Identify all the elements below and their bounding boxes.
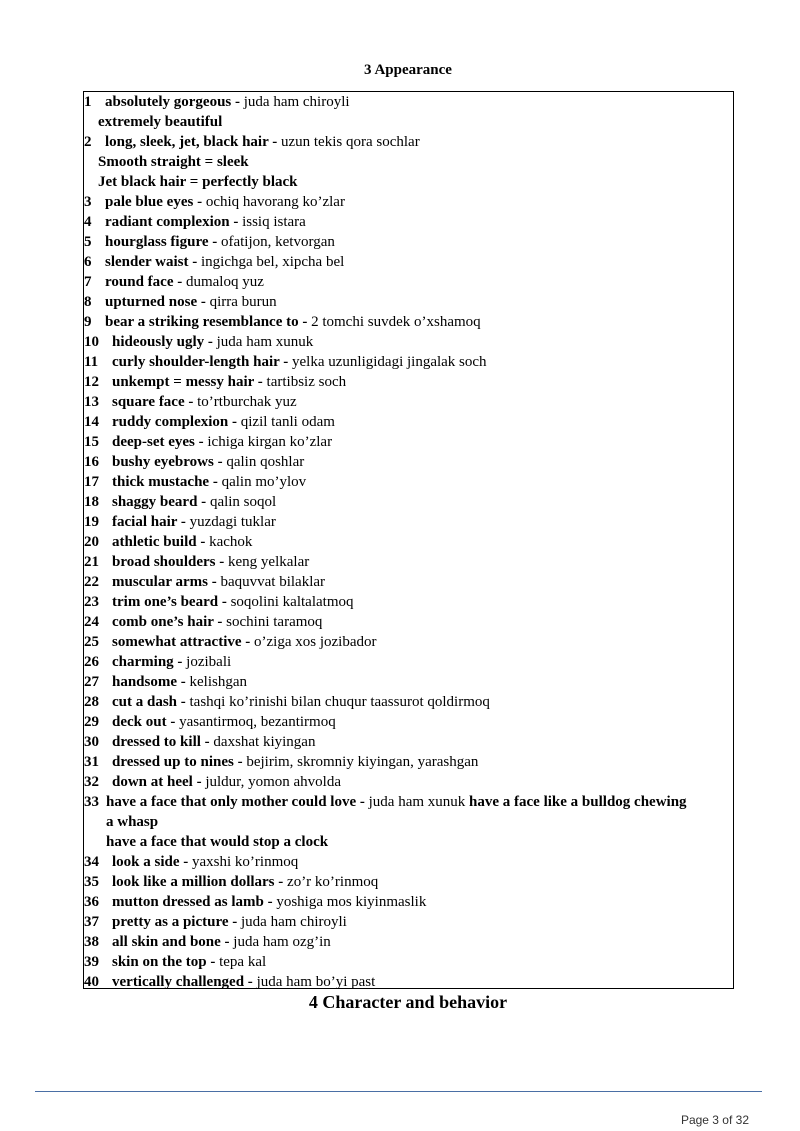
vocab-line <box>84 212 306 232</box>
uzbek-translation: juda ham chiroyli <box>240 94 350 110</box>
english-term: a whasp <box>106 814 159 830</box>
vocab-line <box>84 732 315 752</box>
english-term: skin on the top - <box>112 954 216 970</box>
english-term: comb one’s hair - <box>112 614 223 630</box>
uzbek-translation: yoshiga mos kiyinmaslik <box>272 894 427 910</box>
english-term: unkempt = messy hair - <box>112 374 263 390</box>
item-number: 6 <box>84 254 92 270</box>
english-term: pale blue eyes - <box>105 194 203 210</box>
vocab-line <box>84 672 247 692</box>
uzbek-translation: qizil tanli odam <box>237 414 335 430</box>
item-number: 24 <box>84 614 99 630</box>
vocab-line <box>84 632 377 652</box>
vocabulary-box <box>83 91 734 989</box>
uzbek-translation: qalin mo’ylov <box>217 474 307 490</box>
uzbek-translation: o’ziga xos jozibador <box>250 634 377 650</box>
vocab-line <box>84 292 277 312</box>
english-term: dressed to kill - <box>112 734 210 750</box>
vocab-line <box>98 152 249 172</box>
english-term: athletic build - <box>112 534 206 550</box>
uzbek-translation: juda ham xunuk <box>212 334 314 350</box>
english-term: slender waist - <box>105 254 198 270</box>
english-term: bear a striking resemblance to - <box>105 314 308 330</box>
next-section-title: 4 Character and behavior <box>308 992 508 1012</box>
uzbek-translation: kachok <box>205 534 253 550</box>
vocab-line <box>84 332 313 352</box>
uzbek-translation: juda ham ozg’in <box>229 934 331 950</box>
english-term: deep-set eyes - <box>112 434 204 450</box>
vocab-line <box>84 412 335 432</box>
uzbek-translation: yasantirmoq, bezantirmoq <box>175 714 336 730</box>
vocab-line <box>84 512 276 532</box>
item-number: 39 <box>84 954 99 970</box>
english-term: shaggy beard - <box>112 494 207 510</box>
vocab-line <box>84 192 345 212</box>
uzbek-translation: yuzdagi tuklar <box>185 514 276 530</box>
uzbek-translation: juda ham xunuk <box>364 794 470 810</box>
vocab-line <box>84 692 490 712</box>
item-number: 2 <box>84 134 92 150</box>
uzbek-translation: jozibali <box>182 654 232 670</box>
uzbek-translation: issiq istara <box>238 214 306 230</box>
item-number: 4 <box>84 214 92 230</box>
uzbek-translation: juda ham chiroyli <box>237 914 347 930</box>
english-term: round face - <box>105 274 183 290</box>
item-number: 33 <box>84 794 99 810</box>
uzbek-translation: zo’r ko’rinmoq <box>283 874 379 890</box>
vocab-line <box>84 132 420 152</box>
vocab-line <box>84 432 332 452</box>
vocab-line <box>84 912 347 932</box>
english-term: all skin and bone - <box>112 934 230 950</box>
english-term: deck out - <box>112 714 176 730</box>
uzbek-translation: juldur, yomon ahvolda <box>201 774 341 790</box>
uzbek-translation: baquvvat bilaklar <box>216 574 326 590</box>
english-term: have a face that would stop a clock <box>106 834 329 850</box>
item-number: 3 <box>84 194 92 210</box>
vocab-line <box>84 852 298 872</box>
item-number: 23 <box>84 594 99 610</box>
vocab-line <box>84 552 309 572</box>
english-term: radiant complexion - <box>105 214 239 230</box>
english-term: dressed up to nines - <box>112 754 243 770</box>
english-term: pretty as a picture - <box>112 914 238 930</box>
english-term: Jet black hair = perfectly black <box>98 174 298 190</box>
vocab-line <box>84 772 341 792</box>
vocab-line <box>84 792 687 812</box>
uzbek-translation: to’rtburchak yuz <box>193 394 297 410</box>
uzbek-translation: qirra burun <box>205 294 277 310</box>
english-term: facial hair - <box>112 514 186 530</box>
english-term: cut a dash - <box>112 694 186 710</box>
uzbek-translation: tepa kal <box>215 954 267 970</box>
item-number: 14 <box>84 414 99 430</box>
english-term: down at heel - <box>112 774 202 790</box>
item-number: 35 <box>84 874 99 890</box>
item-number: 20 <box>84 534 99 550</box>
item-number: 21 <box>84 554 99 570</box>
vocab-line <box>84 612 322 632</box>
english-term: upturned nose - <box>105 294 206 310</box>
vocab-line <box>84 392 297 412</box>
vocab-line <box>84 312 481 332</box>
uzbek-translation: ingichga bel, xipcha bel <box>197 254 345 270</box>
vocab-line <box>84 972 375 992</box>
vocab-line <box>84 952 266 972</box>
uzbek-translation: qalin soqol <box>206 494 277 510</box>
page-title: 3 Appearance <box>364 62 452 78</box>
item-number: 36 <box>84 894 99 910</box>
english-term: absolutely gorgeous - <box>105 94 240 110</box>
english-term: long, sleek, jet, black hair - <box>105 134 278 150</box>
english-term: bushy eyebrows - <box>112 454 223 470</box>
item-number: 37 <box>84 914 99 930</box>
item-number: 15 <box>84 434 99 450</box>
item-number: 18 <box>84 494 99 510</box>
item-number: 5 <box>84 234 92 250</box>
uzbek-translation: tashqi ko’rinishi bilan chuqur taassurot qoldirmoq <box>185 694 490 710</box>
uzbek-translation: ochiq havorang ko’zlar <box>202 194 345 210</box>
item-number: 25 <box>84 634 99 650</box>
item-number: 34 <box>84 854 99 870</box>
item-number: 13 <box>84 394 99 410</box>
vocab-line <box>84 872 378 892</box>
item-number: 8 <box>84 294 92 310</box>
english-term: Smooth straight = sleek <box>98 154 249 170</box>
vocab-line <box>84 272 264 292</box>
vocab-line <box>84 352 487 372</box>
vocab-line <box>84 232 335 252</box>
vocab-line <box>84 92 350 112</box>
item-number: 26 <box>84 654 99 670</box>
item-number: 38 <box>84 934 99 950</box>
vocab-line <box>84 472 306 492</box>
vocab-line <box>84 372 346 392</box>
uzbek-translation: 2 tomchi suvdek o’xshamoq <box>307 314 481 330</box>
vocab-line <box>106 832 328 852</box>
item-number: 17 <box>84 474 99 490</box>
uzbek-translation: ofatijon, ketvorgan <box>217 234 335 250</box>
english-term: ruddy complexion - <box>112 414 238 430</box>
item-number: 9 <box>84 314 92 330</box>
vocab-line <box>84 752 478 772</box>
english-term: somewhat attractive - <box>112 634 251 650</box>
item-number: 10 <box>84 334 99 350</box>
item-number: 40 <box>84 974 99 990</box>
item-number: 31 <box>84 754 99 770</box>
vocab-line <box>84 452 304 472</box>
uzbek-translation: bejirim, skromniy kiyingan, yarashgan <box>242 754 479 770</box>
vocab-line <box>84 252 344 272</box>
vocab-line <box>98 172 298 192</box>
item-number: 7 <box>84 274 92 290</box>
english-term: curly shoulder-length hair - <box>112 354 289 370</box>
english-term: look a side - <box>112 854 189 870</box>
english-term: vertically challenged - <box>112 974 253 990</box>
english-term: have a face that only mother could love - <box>106 794 365 810</box>
english-term: charming - <box>112 654 183 670</box>
item-number: 27 <box>84 674 99 690</box>
uzbek-translation: qalin qoshlar <box>222 454 305 470</box>
uzbek-translation: kelishgan <box>185 674 248 690</box>
item-number: 11 <box>84 354 99 370</box>
english-term: broad shoulders - <box>112 554 225 570</box>
uzbek-translation: ichiga kirgan ko’zlar <box>203 434 333 450</box>
vocab-line <box>84 572 325 592</box>
vocab-line <box>84 932 331 952</box>
english-term: hideously ugly - <box>112 334 213 350</box>
uzbek-translation: tartibsiz soch <box>262 374 347 390</box>
vocab-line <box>106 812 158 832</box>
english-term: trim one’s beard - <box>112 594 227 610</box>
vocab-line <box>84 892 426 912</box>
english-term: look like a million dollars - <box>112 874 284 890</box>
item-number: 32 <box>84 774 99 790</box>
uzbek-translation: daxshat kiyingan <box>209 734 316 750</box>
english-term: handsome - <box>112 674 186 690</box>
footer-divider <box>35 1091 762 1092</box>
vocab-line <box>98 112 222 132</box>
english-term: extremely beautiful <box>98 114 223 130</box>
vocab-line <box>84 652 231 672</box>
uzbek-translation: keng yelkalar <box>224 554 310 570</box>
uzbek-translation: yaxshi ko’rinmoq <box>188 854 299 870</box>
english-term: hourglass figure - <box>105 234 218 250</box>
item-number: 29 <box>84 714 99 730</box>
vocab-line <box>84 712 336 732</box>
vocab-line <box>84 492 276 512</box>
english-term: muscular arms - <box>112 574 217 590</box>
uzbek-translation: soqolini kaltalatmoq <box>226 594 354 610</box>
item-number: 16 <box>84 454 99 470</box>
item-number: 22 <box>84 574 99 590</box>
item-number: 30 <box>84 734 99 750</box>
english-term: thick mustache - <box>112 474 218 490</box>
uzbek-translation: juda ham bo’yi past <box>252 974 376 990</box>
uzbek-translation: yelka uzunligidagi jingalak soch <box>288 354 487 370</box>
uzbek-translation: uzun tekis qora sochlar <box>277 134 420 150</box>
english-term: mutton dressed as lamb - <box>112 894 273 910</box>
item-number: 1 <box>84 94 92 110</box>
uzbek-translation: dumaloq yuz <box>182 274 264 290</box>
english-term-extra: have a face like a bulldog chewing <box>469 794 687 810</box>
page-number: Page 3 of 32 <box>680 1113 749 1127</box>
vocab-line <box>84 532 252 552</box>
uzbek-translation: sochini taramoq <box>222 614 323 630</box>
item-number: 19 <box>84 514 99 530</box>
english-term: square face - <box>112 394 194 410</box>
item-number: 28 <box>84 694 99 710</box>
vocab-line <box>84 592 354 612</box>
item-number: 12 <box>84 374 99 390</box>
